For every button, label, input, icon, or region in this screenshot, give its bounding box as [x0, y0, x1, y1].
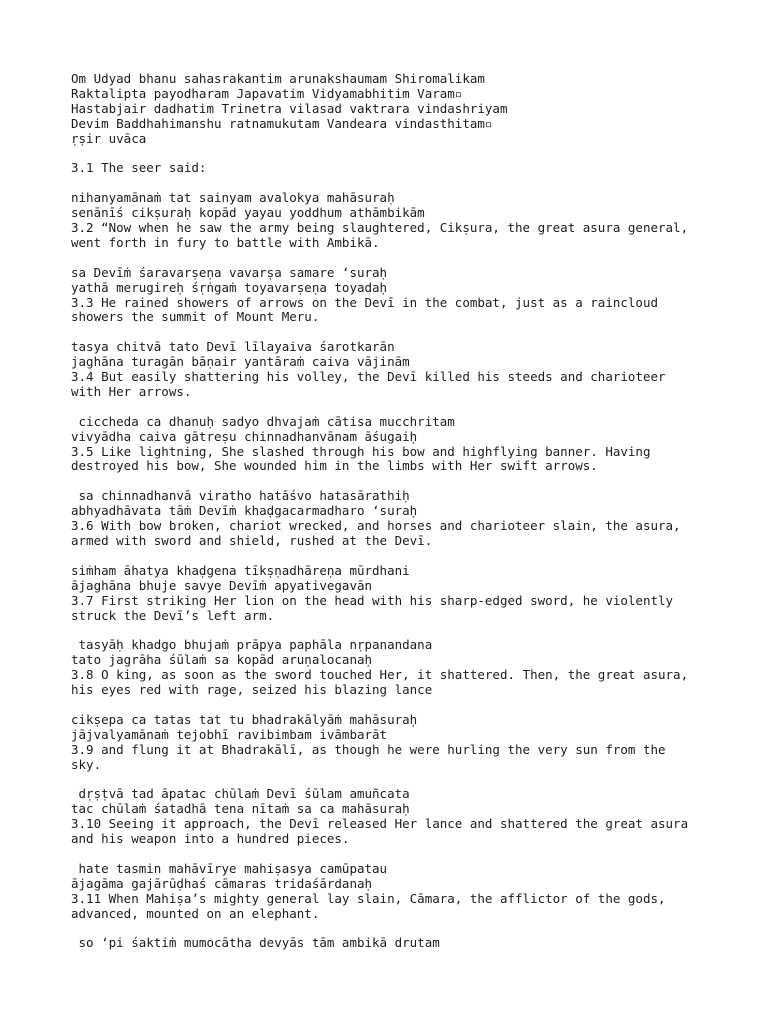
paragraph: [71, 415, 751, 475]
text-line: Om Udyad bhanu sahasrakantim arunakshaumam Shiromalikam: [71, 71, 485, 86]
text-line: 3.6 With bow broken, chariot wrecked, and horses and charioteer slain, the asura,: [71, 518, 681, 534]
paragraph: [71, 713, 751, 773]
text-line: 3.7 First striking Her lion on the head with his sharp-edged sword, he violently: [71, 592, 674, 608]
text-line: dṛṣṭvā tad āpatac chūlaṁ Devī śūlam amuñcata: [71, 786, 410, 802]
paragraph: [71, 936, 751, 951]
text-line: abhyadhāvata tāṁ Devīṁ khaḍgacarmadharo ‘suraḥ: [71, 503, 418, 519]
text-line: jaghāna turagān bāṇair yantāraṁ caiva vājinām: [71, 354, 410, 370]
text-line: ājaghāna bhuje savye Devīṁ apyativegavān: [71, 577, 373, 593]
text-line: sa Devīṁ śaravarṣeṇa vavarṣa samare ‘suraḥ: [71, 264, 388, 280]
text-line: 3.9 and flung it at Bhadrakālī, as though he were hurling the very sun from the: [71, 741, 666, 757]
text-line: his eyes red with rage, seized his blazing lance: [71, 682, 433, 698]
text-line: with Her arrows.: [71, 383, 192, 399]
text-line: tac chūlaṁ śatadhā tena nītaṁ sa ca mahāsuraḥ: [71, 801, 410, 817]
text-line: and his weapon into a hundred pieces.: [71, 831, 350, 847]
document-page: [71, 72, 751, 951]
text-line: jājvalyamānaṁ tejobhī ravibimbam ivāmbarāt: [71, 726, 388, 742]
text-line: 3.1 The seer said:: [71, 160, 207, 176]
text-line: sky.: [71, 756, 102, 772]
text-line: Raktalipta payodharam Japavatim Vidyamabhitim Varam▫: [71, 85, 463, 101]
text-line: showers the summit of Mount Meru.: [71, 309, 320, 325]
text-line: hate tasmin mahāvīrye mahiṣasya camūpatau: [71, 860, 388, 876]
paragraph: [71, 638, 751, 698]
text-line: nihanyamānaṁ tat sainyam avalokya mahāsuraḥ: [71, 190, 395, 206]
paragraph: [71, 787, 751, 847]
paragraph: [71, 862, 751, 922]
paragraph: [71, 489, 751, 549]
text-line: cikṣepa ca tatas tat tu bhadrakālyāṁ mahāsuraḥ: [71, 711, 418, 727]
text-line: senānīś cikṣuraḥ kopād yayau yoddhum athāmbikām: [71, 205, 425, 221]
text-line: 3.2 “Now when he saw the army being slaughtered, Cikṣura, the great asura general,: [71, 220, 689, 236]
text-line: vivyādha caiva gātreṣu chinnadhanvānam āśugaiḥ: [71, 428, 418, 444]
text-line: tasya chitvā tato Devī līlayaiva śarotkarān: [71, 339, 395, 355]
text-line: 3.5 Like lightning, She slashed through his bow and highflying banner. Having: [71, 443, 651, 459]
text-line: 3.3 He rained showers of arrows on the Devī in the combat, just as a raincloud: [71, 294, 658, 310]
text-line: 3.8 O king, as soon as the sword touched Her, it shattered. Then, the great asura,: [71, 667, 689, 683]
text-line: struck the Devī’s left arm.: [71, 607, 275, 623]
text-line: 3.4 But easily shattering his volley, the Devī killed his steeds and charioteer: [71, 369, 666, 385]
paragraph: [71, 161, 751, 176]
paragraph: [71, 564, 751, 624]
paragraph: [71, 72, 751, 147]
text-line: went forth in fury to battle with Ambikā.: [71, 234, 380, 250]
text-line: ciccheda ca dhanuḥ sadyo dhvajaṁ cātisa mucchritam: [71, 413, 455, 429]
text-line: tato jagrāha śūlaṁ sa kopād aruṇalocanaḥ: [71, 652, 373, 668]
text-line: so ‘pi śaktiṁ mumocātha devyās tām ambikā drutam: [71, 935, 440, 951]
text-line: siṁham āhatya khaḍgena tīkṣṇadhāreṇa mūrdhani: [71, 562, 410, 578]
text-line: Devim Baddhahimanshu ratnamukutam Vandeara vindasthitam▫: [71, 115, 493, 131]
text-line: Hastabjair dadhatim Trinetra vilasad vaktrara vindashriyam: [71, 100, 508, 116]
paragraph: [71, 266, 751, 326]
paragraph: [71, 191, 751, 251]
paragraph: [71, 340, 751, 400]
text-line: armed with sword and shield, rushed at the Devī.: [71, 533, 433, 548]
text-line: destroyed his bow, She wounded him in the limbs with Her swift arrows.: [71, 458, 598, 474]
text-line: yathā merugireḥ śṛṅgaṁ toyavarṣeṇa toyadaḥ: [71, 279, 388, 295]
text-line: 3.11 When Mahiṣa’s mighty general lay slain, Cāmara, the afflictor of the gods,: [71, 890, 666, 906]
text-line: ājagāma gajārūḍhaś cāmaras tridaśārdanaḥ: [71, 875, 373, 891]
text-line: tasyāḥ khadgo bhujaṁ prāpya paphāla nṛpanandana: [71, 637, 433, 653]
text-line: ṛṣir uvāca: [71, 130, 147, 146]
text-line: advanced, mounted on an elephant.: [71, 905, 320, 921]
text-line: sa chinnadhanvā viratho hatāśvo hatasārathiḥ: [71, 488, 410, 504]
text-line: 3.10 Seeing it approach, the Devī released Her lance and shattered the great asura: [71, 816, 689, 832]
